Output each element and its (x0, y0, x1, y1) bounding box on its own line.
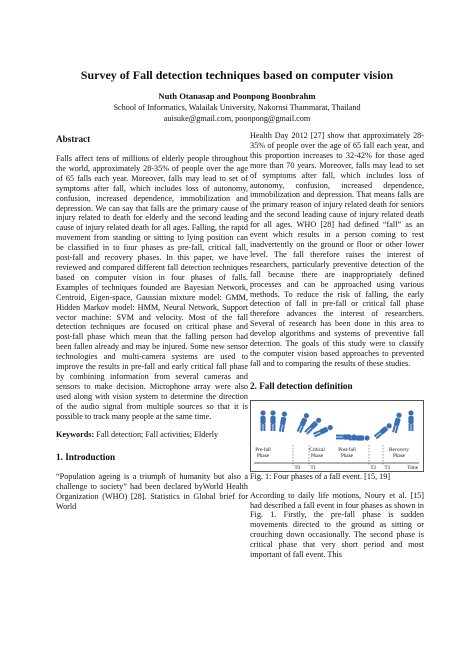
phase-label: Phase (340, 452, 354, 459)
person-figure (260, 410, 265, 431)
phase-label: Phase (256, 452, 270, 459)
person-figure (392, 412, 402, 433)
paper-title: Survey of Fall detection techniques based on computer vision (80, 68, 394, 82)
figure-caption: Fig. 1: Four phases of a fall event. [15, 19] (250, 471, 391, 481)
person-leg (273, 424, 275, 431)
time-mark-label: T0 (294, 465, 301, 471)
person-leg (349, 435, 356, 437)
person-figure (374, 422, 393, 439)
person-figure (408, 410, 413, 431)
person-torso (280, 416, 287, 425)
person-leg (336, 434, 343, 436)
person-leg (336, 437, 343, 439)
abstract-text: Falls affect tens of millions of elderly people throughout the world, approximately 28-35% of people over the age of 65 falls each year. Moreover, falls may lead to set of symptoms after fall, which includes loss of autonomy, confusion, increased dependence, immobilization and depression. We can say that falls are the primary cause of injury related to death for elderly and the second leading cause of injury related death for all ages. Falling, the rapid movement from standing or sitting to lying position can be classified in to four phases as pre-fall, critical fall, post-fall and recovery phases. In this paper, we have reviewed and compared different fall detection techniques based on computer vision in four phases of falls. Examples of techniques founded are Bayesian Network, Centroid, Eigen-space, Gaussian mixture model: GMM, Hidden Markov model: HMM, Neural Network, Support vector machine: SVM and velocity. Most of the fall detection techniques are focused on critical phase and post-fall phase which mean that the falling person had been fallen already and may be injured. Some new sensor technologies and multi-camera systems are used to improve the results in pre-fall and early critical fall phase by combining information from several cameras and sensors to make decision. Microphone array were also used along with vision system to determine the direction of the audio signal from multiple sources so that it is possible to track many people at the same time. (56, 154, 248, 421)
person-head (281, 411, 287, 417)
phase-label: Pre-fall (255, 446, 271, 453)
person-leg (279, 424, 282, 431)
person-head (364, 435, 369, 440)
paper-authors: Nuth Otanasap and Poonpong Boonbrahm (158, 91, 316, 101)
keywords (56, 430, 248, 440)
person-head (270, 410, 275, 415)
time-axis-label: Time (407, 464, 418, 471)
fall-phases-figure (250, 400, 424, 472)
person-figure (270, 410, 275, 431)
person-torso (260, 416, 265, 424)
phase-label: Phase (310, 452, 324, 459)
intro-heading: 1. Introduction (56, 452, 116, 463)
intro-text: “Population ageing is a triumph of humanity but also a challenge to society” had been declared byWorld Health Organization (WHO) [28]. Statistics in Global brief for World (56, 472, 248, 512)
person-figure (304, 416, 322, 434)
phase-label: Recovery (389, 446, 409, 453)
person-leg (271, 424, 273, 431)
phase-label: Phase (392, 452, 406, 459)
time-mark-label: T3 (384, 465, 391, 471)
person-leg (282, 425, 285, 432)
paper-emails: auisuke@gmail.com, poonpong@gmail.com (163, 114, 311, 123)
time-mark-label: T1 (310, 465, 317, 471)
keywords-label: Keywords: (56, 430, 95, 440)
keywords-text: Fall detection; Fall activities; Elderly (94, 430, 219, 440)
person-leg (349, 438, 356, 440)
person-leg (263, 424, 265, 431)
person-head (408, 410, 413, 415)
abstract-heading: Abstract (56, 134, 91, 144)
person-torso (356, 435, 364, 440)
time-mark-label: T2 (370, 465, 377, 471)
person-torso (394, 417, 401, 426)
section2-heading: 2. Fall detection definition (250, 380, 353, 391)
phase-label: Post-fall (338, 446, 356, 453)
person-torso (270, 416, 275, 424)
left-column (56, 134, 248, 512)
person-leg (411, 424, 413, 431)
person-head (396, 412, 402, 418)
intro-continuation: Health Day 2012 [27] show that approximately 28-35% of people over the age of 65 fall each year, and this proportion increases to 32-42% for those aged more than 70 years. Moreover, falls may lead to set of symptoms after fall, which includes loss of autonomy, confusion, increased dependence, immobilization and depression. That means falls are the primary reason of injury related death for seniors and the second leading cause of injury related death for all ages. WHO [28] had defined “fall” as an event which results in a person coming to rest inadvertently on the ground or floor or other lower level. The fall therefore raises the interest of researchers, particularly preventive detection of the fall because there are inappropriately defined processes and can be approached using various methods. To reduce the risk of falling, the early detection of fall in pre-fall or critical fall phase therefore advances the interest of researchers. Several of research has been done in this area to develop algorithms and systems of preventive fall detection. The goals of this study were to classify the computer vision based approaches to prevented fall and to comparing the results of these studies. (250, 131, 424, 368)
phase-label: Critical (309, 446, 325, 453)
person-leg (409, 424, 411, 431)
right-column (250, 131, 424, 560)
person-leg (261, 424, 263, 431)
paper-affiliation: School of Informatics, Walailak University, Nakornsi Thammarat, Thailand (113, 103, 361, 112)
person-head (260, 410, 265, 415)
section2-text: According to daily life motions, Noury et al. [15] had described a fall event in four phases as shown in Fig. 1. Firstly, the pre-fall phase is sudden movements directed to the ground as sitting or crouching down occasionally. The second phase is critical phase that very short period and most important of fall event. This (250, 490, 424, 560)
person-torso (408, 416, 413, 424)
person-figure (279, 411, 288, 432)
fall-phases-diagram (251, 401, 423, 471)
